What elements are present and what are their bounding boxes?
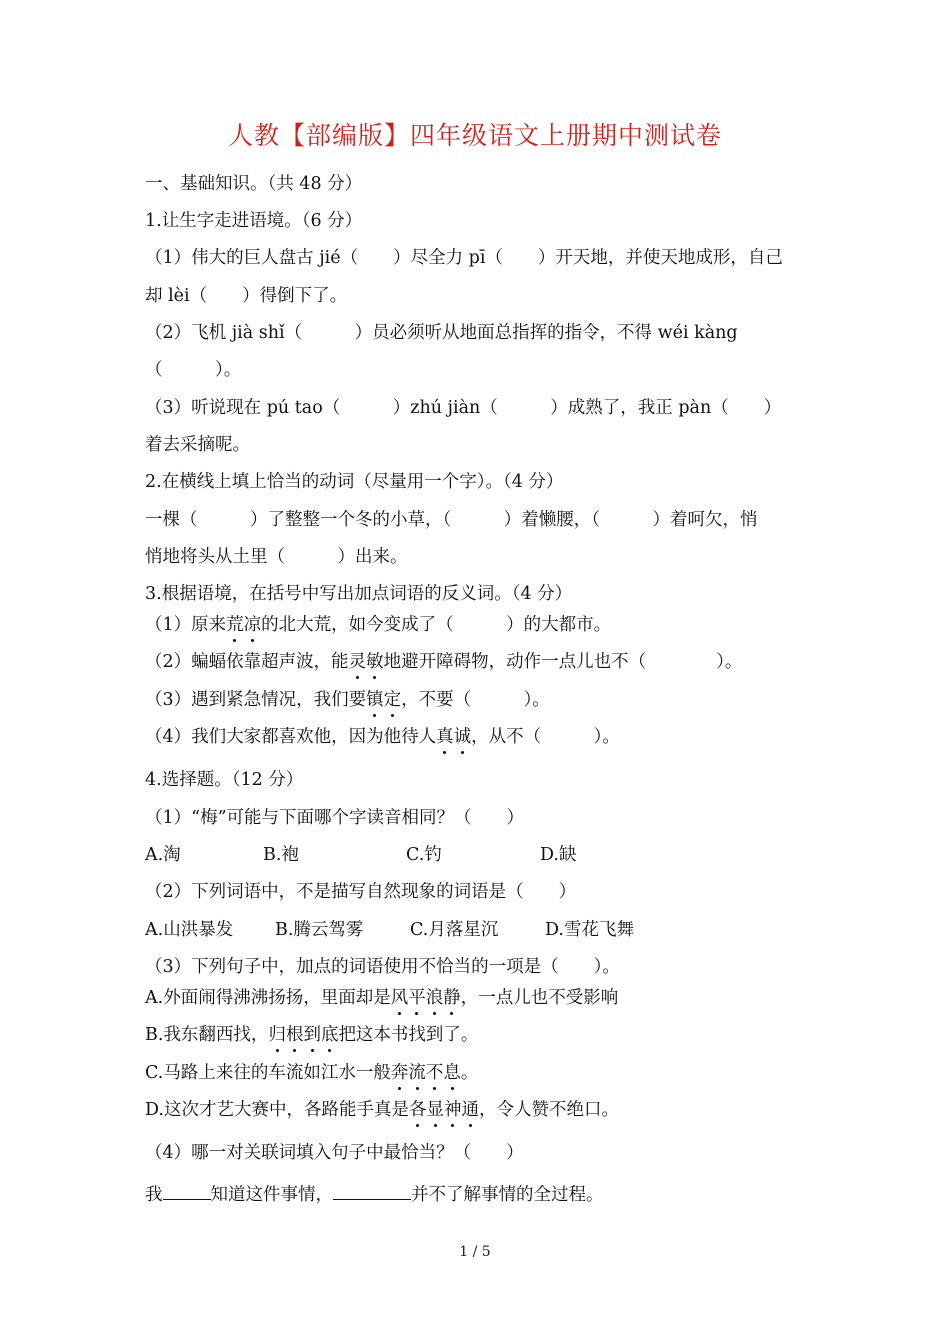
dotted-char: 风 xyxy=(390,988,409,1008)
text-segment: 的北大荒，如今变成了（ ）的大都市。 xyxy=(261,615,612,635)
dotted-char: 神 xyxy=(443,1100,462,1120)
q4-3-option-b xyxy=(145,1024,478,1046)
dotted-char: 显 xyxy=(426,1100,444,1120)
dotted-word xyxy=(349,652,384,672)
page-number: 1 / 5 xyxy=(459,1244,491,1260)
q2-line-1: 一棵（ ）了整整一个冬的小草，（ ）着懒腰，（ ）着呵欠，悄 xyxy=(145,510,758,530)
text-segment: ，一点儿也不受影响 xyxy=(460,988,619,1008)
dotted-word xyxy=(268,1025,338,1045)
dotted-word xyxy=(391,1063,461,1083)
text-segment: C.马路上来往的车流如江水一般 xyxy=(145,1063,391,1083)
dotted-char: 各 xyxy=(408,1100,427,1120)
q4-3-option-a xyxy=(145,987,618,1009)
q4-1-option-b: B.袍 xyxy=(263,845,299,865)
q1-line-4: （ ）。 xyxy=(145,360,242,380)
q4-1-option-d: D.缺 xyxy=(540,845,577,865)
q4-3-option-d xyxy=(145,1099,619,1121)
q3-sentence-1 xyxy=(145,614,611,636)
text-segment: 知道这件事情， xyxy=(210,1185,333,1205)
dotted-char: 诚 xyxy=(453,727,472,747)
dotted-word xyxy=(226,615,261,635)
q1-line-5: （3）听说现在 pú tao（ ）zhú jiàn（ ）成熟了，我正 pàn（ ） xyxy=(145,398,782,418)
text-segment: 地避开障碍物，动作一点儿也不（ ）。 xyxy=(383,652,743,672)
dotted-char: 静 xyxy=(443,988,461,1008)
section-heading: 一、基础知识。（共 48 分） xyxy=(145,174,363,194)
text-segment: B.我东翻西找， xyxy=(145,1025,269,1045)
dotted-char: 镇 xyxy=(366,690,384,710)
dotted-char: 到 xyxy=(303,1025,321,1045)
dotted-char: 凉 xyxy=(243,615,262,635)
q4-1-option-c: C.钓 xyxy=(406,845,442,865)
dotted-char: 归 xyxy=(268,1025,286,1045)
text-segment: ，从不（ ）。 xyxy=(471,727,620,747)
q4-3-question: （3）下列句子中，加点的词语使用不恰当的一项是（ ）。 xyxy=(145,957,620,977)
dotted-char: 不 xyxy=(425,1063,444,1083)
fill-blank[interactable] xyxy=(163,1181,211,1200)
q4-heading: 4.选择题。（12 分） xyxy=(145,770,304,790)
q1-heading: 1.让生字走进语境。（6 分） xyxy=(145,211,363,231)
text-segment: 把这本书找到了。 xyxy=(338,1025,479,1045)
dotted-char: 底 xyxy=(320,1025,339,1045)
text-segment: 我 xyxy=(145,1185,163,1205)
text-segment: ，令人赞不绝口。 xyxy=(478,1100,619,1120)
dotted-char: 灵 xyxy=(348,652,367,672)
q3-sentence-3 xyxy=(145,689,550,711)
dotted-char: 定 xyxy=(383,690,402,710)
dotted-char: 平 xyxy=(408,988,426,1008)
text-segment: D.这次才艺大赛中，各路能手真是 xyxy=(145,1100,409,1120)
q4-1-option-a: A.淘 xyxy=(145,845,181,865)
page-title: 人教【部编版】四年级语文上册期中测试卷 xyxy=(227,121,722,150)
q1-line-3: （2）飞机 jià shǐ（ ）员必须听从地面总指挥的指令，不得 wéi kàng xyxy=(145,323,738,343)
dotted-char: 真 xyxy=(436,727,454,747)
text-segment: ，不要（ ）。 xyxy=(401,690,550,710)
q4-4-sentence xyxy=(145,1181,604,1206)
dotted-char xyxy=(391,988,461,1008)
q1-line-2: 却 lèi（ ）得倒下了。 xyxy=(145,286,348,306)
q2-heading: 2.在横线上填上恰当的动词（尽量用一个字）。（4 分） xyxy=(145,472,564,492)
q4-2-option-c: C.月落星沉 xyxy=(410,920,499,940)
text-segment: （4）我们大家都喜欢他，因为他待人 xyxy=(145,727,437,747)
dotted-char: 浪 xyxy=(425,988,444,1008)
q4-3-option-c xyxy=(145,1062,478,1084)
dotted-char: 奔 xyxy=(390,1063,409,1083)
q4-2-option-a: A.山洪暴发 xyxy=(145,920,234,940)
q4-1-question: （1）“梅”可能与下面哪个字读音相同？（ ） xyxy=(145,808,525,828)
q3-sentence-2 xyxy=(145,651,742,673)
q3-sentence-4 xyxy=(145,726,620,748)
dotted-char: 敏 xyxy=(366,652,384,672)
q1-line-1: （1）伟大的巨人盘古 jié（ ）尽全力 pī（ ）开天地，并使天地成形，自己 xyxy=(145,248,783,268)
q1-line-6: 着去采摘呢。 xyxy=(145,435,250,455)
dotted-word xyxy=(409,1100,479,1120)
dotted-word xyxy=(366,690,401,710)
text-segment: 并不了解事情的全过程。 xyxy=(411,1185,604,1205)
dotted-char: 流 xyxy=(408,1063,426,1083)
text-segment: （2）蝙蝠依靠超声波，能 xyxy=(145,652,349,672)
dotted-char: 息 xyxy=(443,1063,461,1083)
q3-heading: 3.根据语境，在括号中写出加点词语的反义词。（4 分） xyxy=(145,584,573,604)
text-segment: 。 xyxy=(460,1063,479,1083)
q4-2-question: （2）下列词语中，不是描写自然现象的词语是（ ） xyxy=(145,882,577,902)
dotted-word xyxy=(436,727,471,747)
q2-line-2: 悄地将头从土里（ ）出来。 xyxy=(145,547,408,567)
q4-4-question: （4）哪一对关联词填入句子中最恰当？（ ） xyxy=(145,1143,524,1163)
dotted-char: 通 xyxy=(461,1100,479,1120)
dotted-char: 根 xyxy=(285,1025,304,1045)
text-segment: （1）原来 xyxy=(145,615,227,635)
text-segment: A.外面闹得沸沸扬扬，里面却是 xyxy=(145,988,391,1008)
text-segment: （3）遇到紧急情况，我们要 xyxy=(145,690,367,710)
q4-2-option-d: D.雪花飞舞 xyxy=(545,920,634,940)
dotted-word xyxy=(391,988,461,1008)
dotted-char: 荒 xyxy=(226,615,244,635)
fill-blank[interactable] xyxy=(333,1181,411,1200)
q4-2-option-b: B.腾云驾雾 xyxy=(275,920,364,940)
